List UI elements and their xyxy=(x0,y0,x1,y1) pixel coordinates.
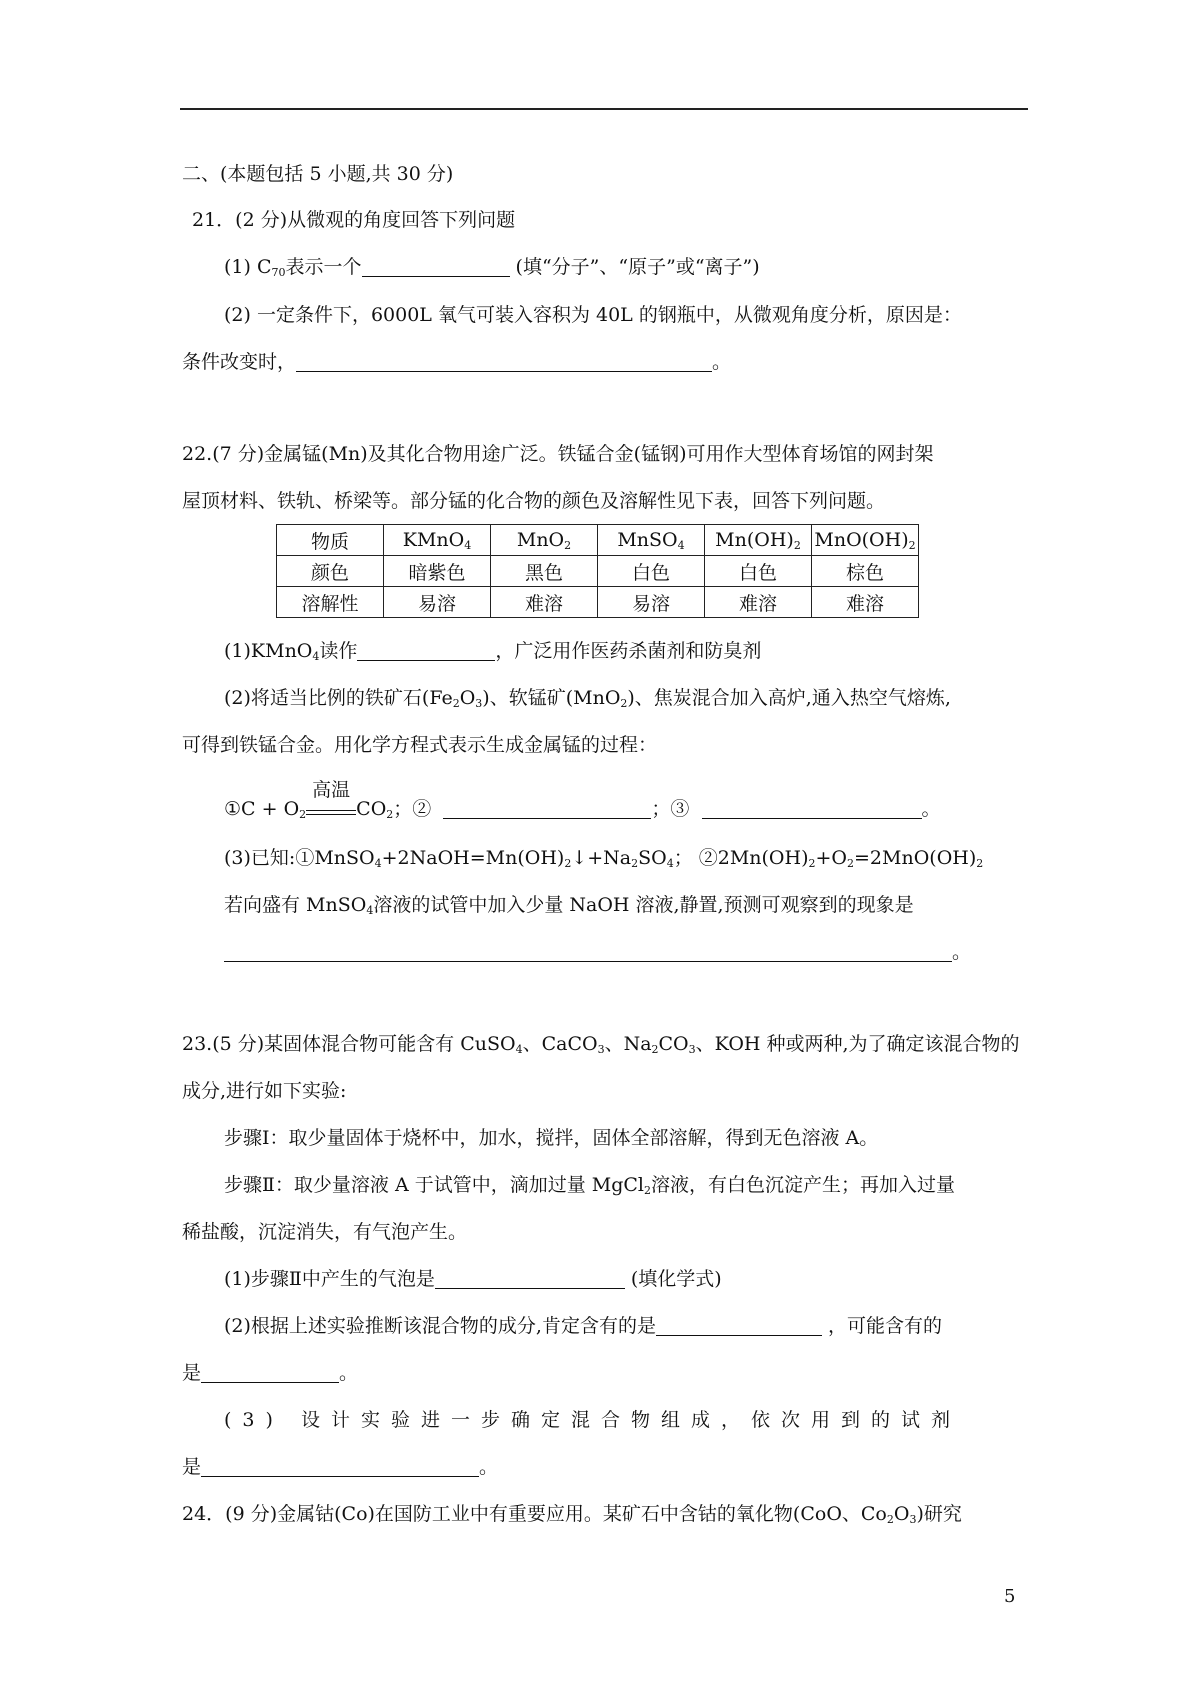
q22-part3: (3)已知$:①MnSO_4+2NaOH=Mn(OH)_2↓+Na_2SO_4$； $②2Mn(OH)_2+O_2=2MnO(OH)_2$ xyxy=(224,847,984,870)
q23-part2: (2)根据上述实验推断该混合物的成分,肯定含有的是 ，可能含有的 xyxy=(224,1315,943,1337)
table-cell: $MnO(OH)_2$ xyxy=(812,525,919,556)
equation-blank-3[interactable] xyxy=(702,798,922,819)
q22-line2: 屋顶材料、铁轨、桥梁等。部分锰的化合物的颜色及溶解性见下表，回答下列问题。 xyxy=(182,490,886,512)
q22-part2-cont: 可得到铁锰合金。用化学方程式表示生成金属锰的过程： xyxy=(182,734,658,756)
table-cell: 白色 xyxy=(705,556,812,587)
answer-blank[interactable] xyxy=(296,351,712,372)
table-cell: 颜色 xyxy=(277,556,384,587)
q23-part3-cont: 是 。 xyxy=(182,1456,499,1478)
q23-part3: (3) 设计实验进一步确定混合物组成，依次用到的试剂 xyxy=(224,1409,961,1431)
q22-equations: ①C + $O_2$ 高温 $CO_2$；② ；③ 。 xyxy=(224,779,941,821)
answer-blank[interactable] xyxy=(435,1268,625,1289)
page-number: 5 xyxy=(1004,1586,1016,1607)
q21-heading: 21．(2 分)从微观的角度回答下列问题 xyxy=(192,209,516,231)
q21-part2-answer: 条件改变时， 。 xyxy=(182,351,732,373)
table-row xyxy=(277,556,919,587)
table-cell: 难溶 xyxy=(812,587,919,618)
table-cell: 溶解性 xyxy=(277,587,384,618)
q21-part1: (1) $C_{70}$表示一个 (填“分子”、“原子”或“离子”) xyxy=(224,256,760,279)
answer-blank[interactable] xyxy=(201,1362,339,1383)
answer-blank[interactable] xyxy=(357,640,495,661)
q23-step2: 步骤Ⅱ：取少量溶液 A 于试管中，滴加过量 MgCl$_2$溶液，有白色沉淀产生；再加入过量 xyxy=(224,1174,956,1197)
q23-step1: 步骤Ⅰ：取少量固体于烧杯中，加水，搅拌，固体全部溶解，得到无色溶液 A。 xyxy=(224,1127,879,1149)
q23-step2-cont: 稀盐酸，沉淀消失，有气泡产生。 xyxy=(182,1221,468,1243)
answer-blank[interactable] xyxy=(362,256,510,277)
table-cell: 难溶 xyxy=(491,587,598,618)
table-cell: 易溶 xyxy=(598,587,705,618)
header-rule xyxy=(180,108,1028,110)
answer-blank[interactable] xyxy=(224,941,952,962)
q22-part2: (2)将适当比例的铁矿石$(Fe_2O_3)$、软锰矿(MnO$_2$)、焦炭混合加入高炉,通入热空气熔炼, xyxy=(224,687,951,710)
table-cell: MnSO$_4$ xyxy=(598,525,705,556)
table-row xyxy=(277,587,919,618)
table-cell: 白色 xyxy=(598,556,705,587)
q23-line2: 成分,进行如下实验: xyxy=(182,1080,347,1102)
table-cell: 棕色 xyxy=(812,556,919,587)
equation-blank-2[interactable] xyxy=(443,798,651,819)
manganese-compounds-table xyxy=(276,524,919,618)
q22-part1: (1)KMnO$_4$读作 ，广泛用作医药杀菌剂和防臭剂 xyxy=(224,640,762,663)
table-cell: MnO$_2$ xyxy=(491,525,598,556)
table-cell: KMnO$_4$ xyxy=(384,525,491,556)
answer-blank[interactable] xyxy=(656,1315,822,1336)
q23-part1: (1)步骤Ⅱ中产生的气泡是 (填化学式) xyxy=(224,1268,722,1290)
section-heading: 二、(本题包括 5 小题,共 30 分) xyxy=(182,163,454,185)
q24-line1: 24．(9 分)金属钴(Co)在国防工业中有重要应用。某矿石中含钴的氧化物(CoO、$Co_2O_3$)研究 xyxy=(182,1503,962,1526)
q22-line1: 22.(7 分)金属锰(Mn)及其化合物用途广泛。铁锰合金(锰钢)可用作大型体育场馆的网封架 xyxy=(182,443,934,465)
high-temperature-condition: 高温 xyxy=(306,798,356,815)
answer-blank[interactable] xyxy=(201,1456,479,1477)
q23-line1: 23.(5 分)某固体混合物可能含有 CuSO$_4$、CaCO$_3$、$Na_2CO_3$、KOH 种或两种,为了确定该混合物的 xyxy=(182,1033,1020,1056)
table-cell: $Mn(OH)_2$ xyxy=(705,525,812,556)
table-cell: 暗紫色 xyxy=(384,556,491,587)
table-cell: 物质 xyxy=(277,525,384,556)
table-cell: 易溶 xyxy=(384,587,491,618)
q22-part3-answer: 。 xyxy=(224,938,971,966)
table-row xyxy=(277,525,919,556)
q22-part3-question: 若向盛有 MnSO$_4$溶液的试管中加入少量 NaOH 溶液,静置,预测可观察到的现象是 xyxy=(224,894,914,917)
table-cell: 黑色 xyxy=(491,556,598,587)
q21-part2: (2) 一定条件下，6000L 氧气可装入容积为 40L 的钢瓶中，从微观角度分析，原因是： xyxy=(224,304,962,326)
q23-part2-cont: 是 。 xyxy=(182,1362,359,1384)
table-cell: 难溶 xyxy=(705,587,812,618)
